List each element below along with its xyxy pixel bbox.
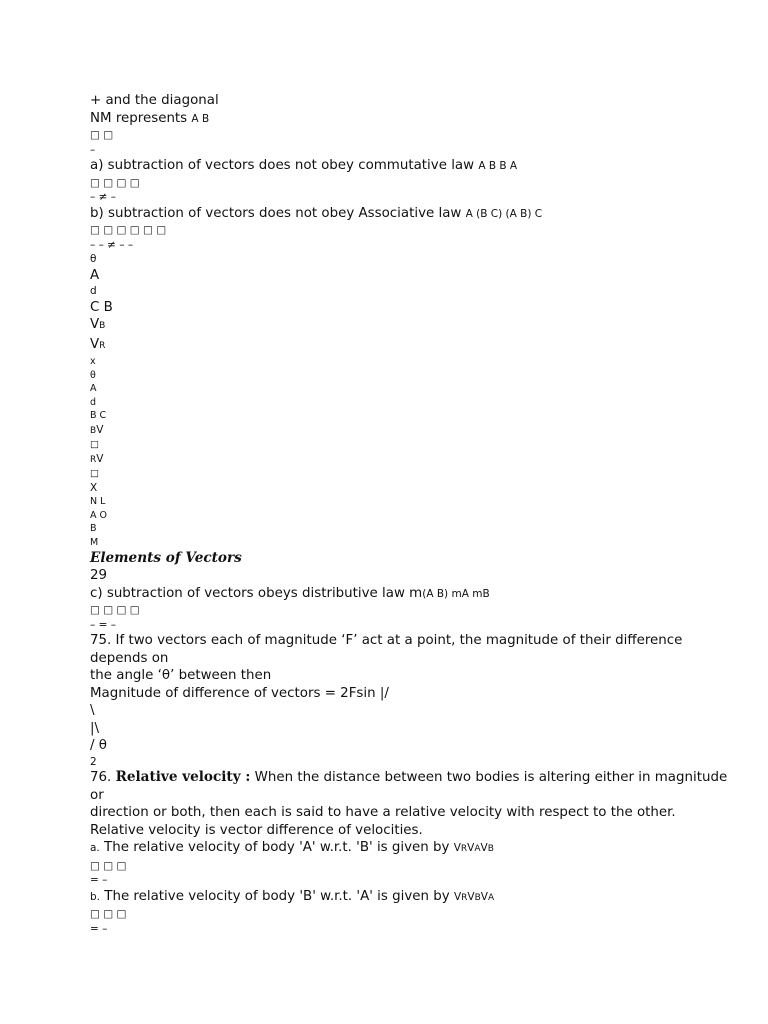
figure-label: C B [90,299,113,315]
bracket-glyph: |\ [90,720,100,736]
figure-label: M [90,536,99,548]
text-line: the angle ‘θ’ between then [90,668,272,683]
vector-arrow-glyphs: □ □ □ [90,908,127,920]
math-segment: V [480,842,488,854]
text-segment: a) subtraction of vectors does not obey commutative law [90,158,479,173]
vector-arrow-glyphs: □ □ [90,129,114,141]
vector-arrow-glyphs: □ □ □ □ □ □ [90,224,167,236]
figure-label: d [90,396,97,408]
figure-label [90,452,740,468]
text-line [90,110,740,129]
section-heading: Elements of Vectors [90,550,242,566]
figure-label: B C [90,410,107,421]
text-line [90,157,740,176]
figure-label: X [90,481,98,494]
formula-line [90,685,740,703]
subscript: A [474,844,481,854]
list-marker: a. [90,842,100,854]
figure-label: θ [90,253,97,265]
list-item-a [90,839,740,859]
text-segment: Magnitude of difference of vectors = 2Fsin [90,685,380,701]
math-segment: (A B) mA mB [422,587,490,600]
operator-line: – ≠ – [90,191,116,203]
list-marker: b. [90,890,101,903]
text-segment: NM represents [90,110,192,126]
operator-line: = – [90,874,108,886]
math-segment: V [453,842,461,854]
figure-label: □ [90,439,99,450]
text-line: Relative velocity is vector difference of velocities. [90,822,423,838]
subscript: B [487,844,494,854]
subscript: R [90,454,97,465]
text-segment: The relative velocity of body 'B' w.r.t. 'A' is given by [100,888,454,904]
subscript: B [90,425,97,436]
operator-line: – = – [90,618,116,631]
vector-arrow-glyphs: □ □ □ [90,859,127,872]
figure-label [90,336,740,356]
text-segment: V [90,317,100,332]
paragraph-75: 75. If two vectors each of magnitude ‘F’ act at a point, the magnitude of their difference depends on [90,633,683,666]
vector-arrow-glyphs: □ □ □ □ [90,176,140,189]
text-line: direction or both, then each is said to have a relative velocity with respect to the other. [90,805,676,820]
figure-label: A [90,383,97,394]
paragraph-76 [90,769,740,804]
subscript: R [99,340,106,351]
figure-label: A [90,267,100,283]
text-line [90,585,740,604]
bracket-glyph: \ [90,703,95,718]
figure-label: x [90,356,96,367]
operator-line: – – ≠ – – [90,238,134,251]
subscript: B [99,321,106,331]
operator-line: = – [90,922,108,935]
figure-label: A O [90,509,107,521]
list-item-b [90,888,740,908]
text-segment: When the distance between two bodies is altering either in magnitude or [90,770,728,803]
bracket-glyph: |/ [379,685,389,701]
math-segment: A (B C) (A B) C [465,207,543,220]
math-segment: V [480,890,488,903]
subscript: R [461,892,468,903]
bracket-glyph: / θ [90,738,107,753]
text-line: + and the diagonal [90,93,219,108]
math-segment: V [467,842,475,854]
fraction-denominator: 2 [90,755,97,768]
operator-line: – [90,143,96,156]
term-heading: Relative velocity : [115,769,251,785]
document-page [90,92,740,936]
figure-label [90,423,740,439]
math-segment: A B B A [478,160,518,172]
subscript: B [474,892,481,903]
text-segment: V [90,336,100,352]
figure-label [90,316,740,336]
math-segment: V [453,890,462,903]
subscript: R [460,844,468,854]
subscript: A [487,892,495,903]
figure-label: d [90,285,97,297]
figure-label: N L [90,496,106,507]
text-line [90,205,740,224]
vector-arrow-glyphs: □ □ □ □ [90,604,140,616]
text-segment: V [96,423,104,436]
text-segment: 76. [90,770,116,785]
math-segment: A B [191,112,210,125]
page-number: 29 [90,568,108,583]
figure-label: B [90,523,97,534]
math-segment: V [467,890,475,903]
text-segment: The relative velocity of body 'A' w.r.t. 'B' is given by [99,840,454,855]
figure-label: θ [90,369,96,381]
text-segment: c) subtraction of vectors obeys distributive law m [90,585,423,601]
text-segment: b) subtraction of vectors does not obey Associative law [90,205,466,221]
text-segment: V [96,452,104,465]
figure-label: □ [90,468,99,479]
